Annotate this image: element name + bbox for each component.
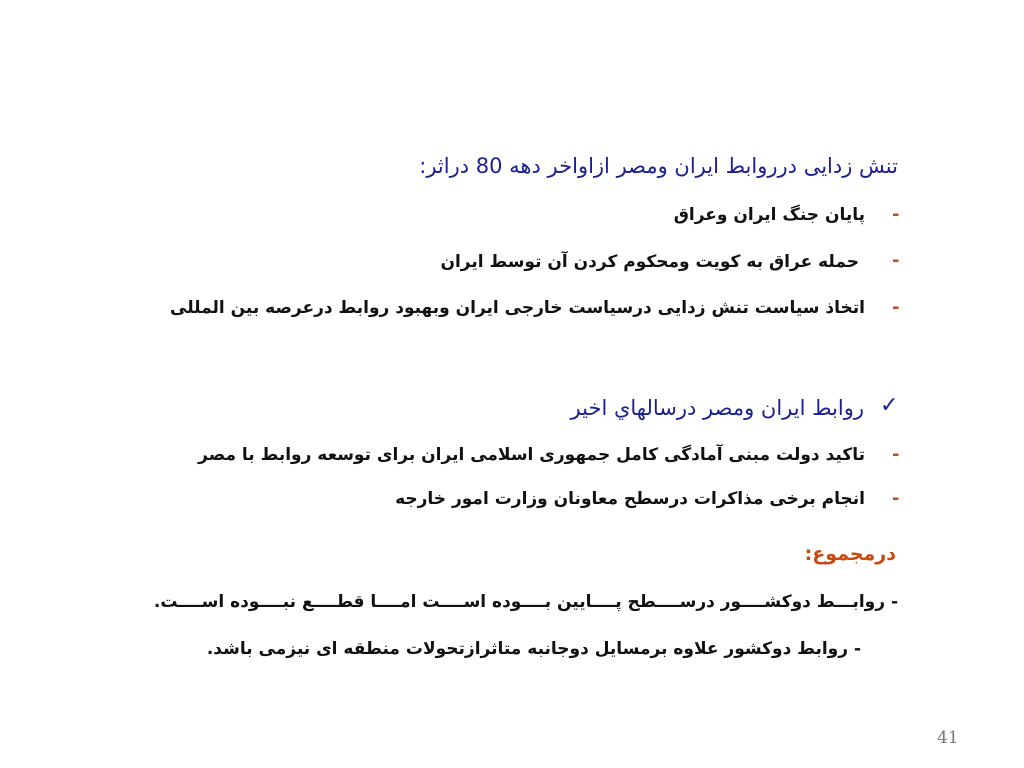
dash-bullet-icon: -	[892, 444, 900, 465]
dash-bullet-icon: -	[892, 250, 900, 271]
summary-line: - روابط دوکشور علاوه برمسایل دوجانبه متاثرازتحولات منطقه ای نیزمی باشد.	[206, 639, 861, 659]
list-item: حمله عراق به کویت ومحکوم کردن آن توسط ایران	[440, 252, 859, 272]
list-item: پایان جنگ ایران وعراق	[673, 205, 865, 225]
section-heading-2: روابط ایران ومصر درسالهاي اخیر	[570, 396, 864, 420]
page-number: 41	[937, 728, 959, 748]
list-item: اتخاذ سیاست تنش زدایی درسیاست خارجی ایران وبهبود روابط درعرصه بین المللی	[170, 298, 865, 318]
summary-line: - روابـــط دوکشــــور درســــطح پــــایین بــــوده اســــت امــــا قطــــع نبــــوده اســــت.	[153, 592, 898, 612]
list-item: انجام برخی مذاکرات درسطح معاونان وزارت امور خارجه	[395, 489, 865, 509]
section-heading-1: تنش زدایی درروابط ایران ومصر ازاواخر دهه 80 دراثر:	[419, 154, 898, 178]
list-item: تاکید دولت مبنی آمادگی کامل جمهوری اسلامی ایران برای توسعه روابط با مصر	[198, 445, 865, 465]
dash-bullet-icon: -	[892, 204, 900, 225]
summary-label: درمجموع:	[804, 543, 896, 565]
dash-bullet-icon: -	[892, 488, 900, 509]
checkmark-icon: ✓	[880, 393, 899, 418]
dash-bullet-icon: -	[892, 297, 900, 318]
